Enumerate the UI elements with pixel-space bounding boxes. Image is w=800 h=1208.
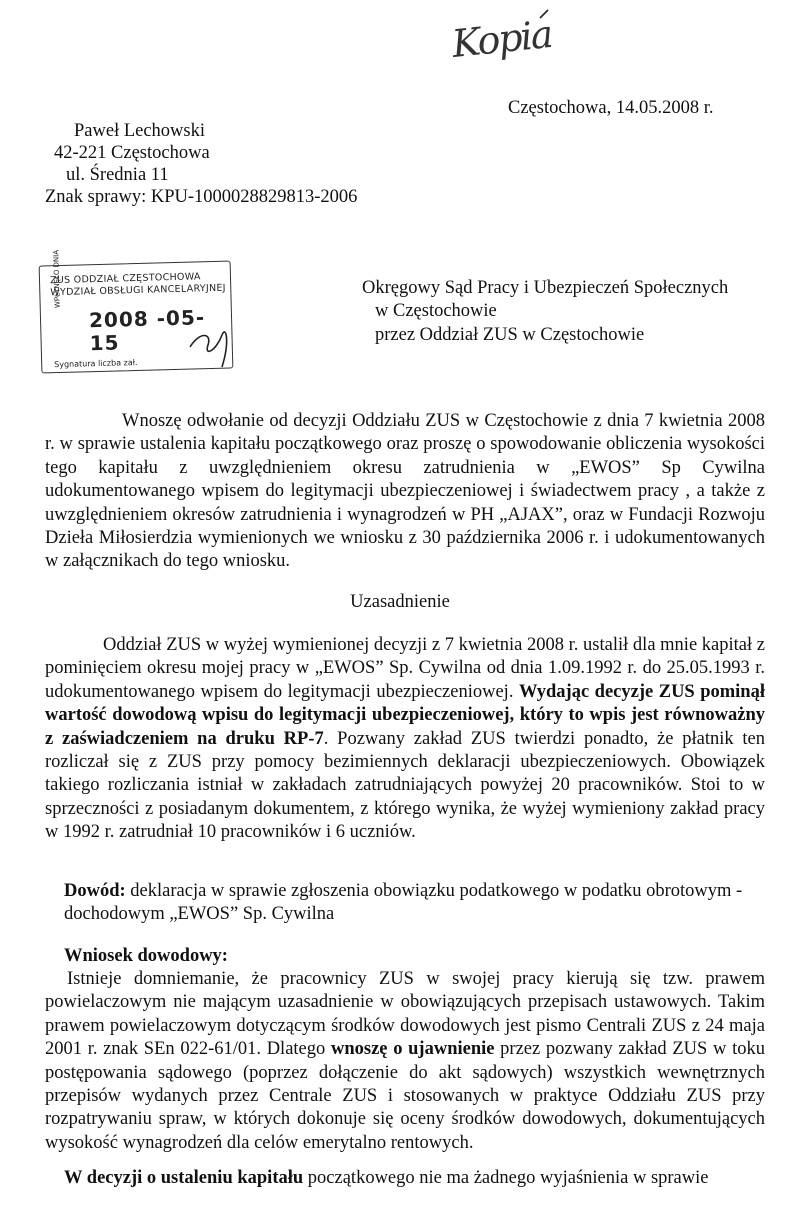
paragraph-appeal xyxy=(45,410,765,574)
evidence-motion-heading xyxy=(64,945,228,968)
sender-block xyxy=(45,120,405,208)
evidence-motion-title: Wniosek dowodowy: xyxy=(64,946,228,966)
sender-name: Paweł Lechowski xyxy=(74,121,206,141)
signature-icon xyxy=(186,321,238,369)
final-line-bold: W decyzji o ustaleniu kapitału xyxy=(64,1168,304,1188)
sender-street: ul. Średnia 11 xyxy=(66,165,169,185)
paragraph-justification xyxy=(45,634,765,845)
paragraph-appeal-text: Wnoszę odwołanie od decyzji Oddziału ZUS w Częstochowie z dnia 7 kwietnia 2008 r. w sprawie ustalenia kapitału początkowego oraz proszę o spowodowanie obliczenia wysokości tego kapitału z uwzględnieniem okresu zatrudnienia w „EWOS” Sp Cywilna udokumentowanego wpisem do legitymacji ubezpieczeniowej i świadectwem pracy , a także z uwzględnieniem okresów zatrudnienia i wynagrodzeń w PH „AJAX”, oraz w Fundacji Rozwoju Dzieła Miłosierdzia wymienionych we wniosku z 30 października 2006 r. i udokumentowanych w załącznikach do tego wniosku. xyxy=(45,411,765,572)
justification-bold: Wydając decyzje ZUS pominął wartość dowodową wpisu do legitymacji ubezpieczeniowej, który to wpis jest równoważny z zaświadczeniem na druku RP-7 xyxy=(45,681,765,749)
stamp-bottom-text: Sygnatura liczba zał. xyxy=(54,357,138,370)
final-line-text: początkowego nie ma żadnego wyjaśnienia w sprawie xyxy=(303,1168,709,1188)
stamp-line-1: ZUS ODDZIAŁ CZĘSTOCHOWA xyxy=(49,271,201,287)
sender-city: 42-221 Częstochowa xyxy=(54,143,210,163)
section-heading: Uzasadnienie xyxy=(350,592,450,612)
stamp-date: 2008 -05- 15 xyxy=(88,305,206,356)
evidence-paragraph xyxy=(64,880,784,927)
justification-text-1: Oddział ZUS w wyżej wymienionej decyzji z 7 kwietnia 2008 r. ustalił dla mnie kapitał z pominięciem okresu mojej pracy w „EWOS” Sp. Cywilna od dnia 1.09.1992 r. do 25.05.1993 r. udokumentowanego wpisem do legitymacji ubezpieczeniowej. xyxy=(45,635,765,702)
handwritten-text: Kopia xyxy=(449,11,554,67)
case-reference: Znak sprawy: KPU-1000028829813-2006 xyxy=(45,187,358,207)
evidence-label: Dowód: xyxy=(64,881,126,901)
date-line: Częstochowa, 14.05.2008 r. xyxy=(508,98,714,118)
motion-text-1: Istnieje domniemanie, że pracownicy ZUS w swojej pracy kierują się tzw. prawem powielaczowym nie mającym uzasadnienie w obowiązujących przepisach ustawowych. Takim prawem powielaczowym dotyczącym środków dowodowych jest pismo Centrali ZUS z 24 maja 2001 r. znak SEn 022-61/01. Dlatego xyxy=(45,969,765,1060)
handwritten-annotation xyxy=(448,6,568,78)
recipient-line-2: w Częstochowie xyxy=(375,301,497,322)
recipient-line-3: przez Oddział ZUS w Częstochowie xyxy=(375,324,645,345)
justification-text-2: . Pozwany zakład ZUS twierdzi ponadto, że płatnik ten rozliczał się z ZUS przy pomocy bezimiennych deklaracji ubezpieczeniowych. Obowiązek takiego rozliczania istniał w zakładach zatrudniających powyżej 20 pracowników. Stoi to w sprzeczności z posiadanym dokumentem, z którego wynika, że wyżej wymieniony zakład pracy w 1992 r. zatrudniał 10 pracowników i 6 uczniów. xyxy=(45,728,765,843)
recipient-block xyxy=(362,277,782,347)
motion-text-2: przez pozwany zakład ZUS w toku postępowania sądowego (poprzez dołączenie do akt sądowych) wszystkich wewnętrznych przepisów wydanych przez Centrale ZUS i stosowanych w praktyce Oddziału ZUS przy rozpatrywaniu spraw, w których dokonuje się oceny środków dowodowych, dokumentujących wysokość wynagrodzeń dla celów emerytalno rentowych. xyxy=(45,1039,765,1153)
evidence-text: deklaracja w sprawie zgłoszenia obowiązku podatkowego w podatku obrotowym - dochodowym „EWOS” Sp. Cywilna xyxy=(64,881,743,925)
motion-bold: wnoszę o ujawnienie xyxy=(330,1039,495,1060)
recipient-line-1: Okręgowy Sąd Pracy i Ubezpieczeń Społecznych xyxy=(362,278,729,298)
stamp-line-2: WYDZIAŁ OBSŁUGI KANCELARYJNEJ xyxy=(50,282,226,299)
stamp-side-text: WPŁYNĘŁO DNIA xyxy=(52,249,62,309)
final-line xyxy=(64,1167,784,1190)
evidence-motion-paragraph xyxy=(45,968,765,1155)
receipt-stamp xyxy=(36,249,236,379)
